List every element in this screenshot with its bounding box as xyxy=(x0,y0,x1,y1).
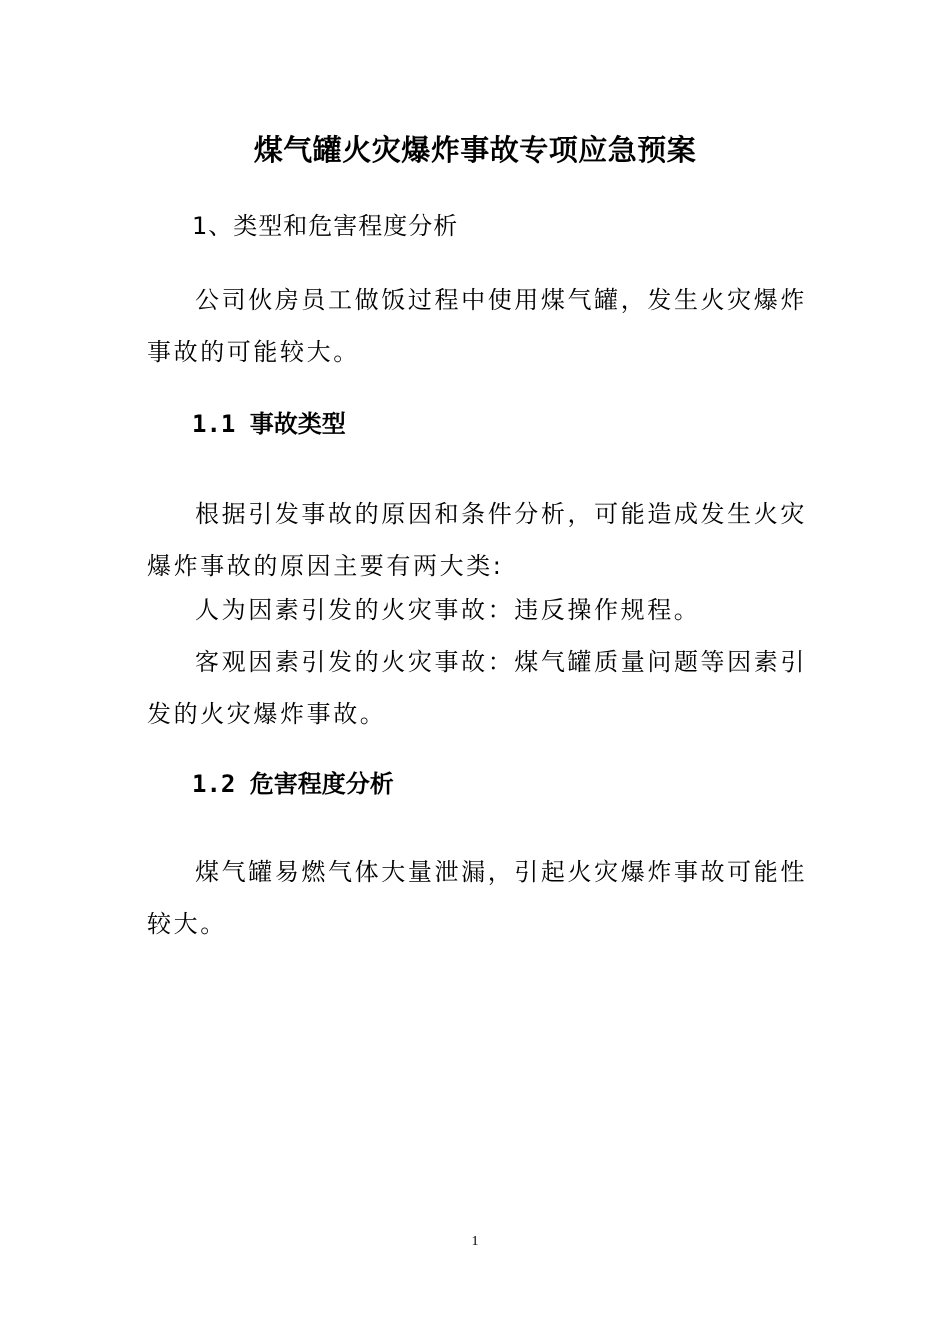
paragraph-kitchen-gas-use: 公司伙房员工做饭过程中使用煤气罐，发生火灾爆炸事故的可能较大。 xyxy=(147,286,807,366)
section-heading-hazard-analysis: 1.2 危害程度分析 xyxy=(192,770,394,798)
document-title: 煤气罐火灾爆炸事故专项应急预案 xyxy=(253,133,697,167)
paragraph-objective-factor: 客观因素引发的火灾事故：煤气罐质量问题等因素引发的火灾爆炸事故。 xyxy=(147,648,807,728)
section-heading-accident-type: 1.1 事故类型 xyxy=(192,410,346,438)
paragraph-human-factor: 人为因素引发的火灾事故：违反操作规程。 xyxy=(195,596,701,624)
paragraph-gas-leak-risk: 煤气罐易燃气体大量泄漏，引起火灾爆炸事故可能性较大。 xyxy=(147,858,807,938)
page-number: 1 xyxy=(471,1234,479,1249)
section-heading-type-and-hazard: 1、类型和危害程度分析 xyxy=(192,212,459,240)
paragraph-cause-analysis: 根据引发事故的原因和条件分析，可能造成发生火灾爆炸事故的原因主要有两大类: xyxy=(147,500,807,580)
